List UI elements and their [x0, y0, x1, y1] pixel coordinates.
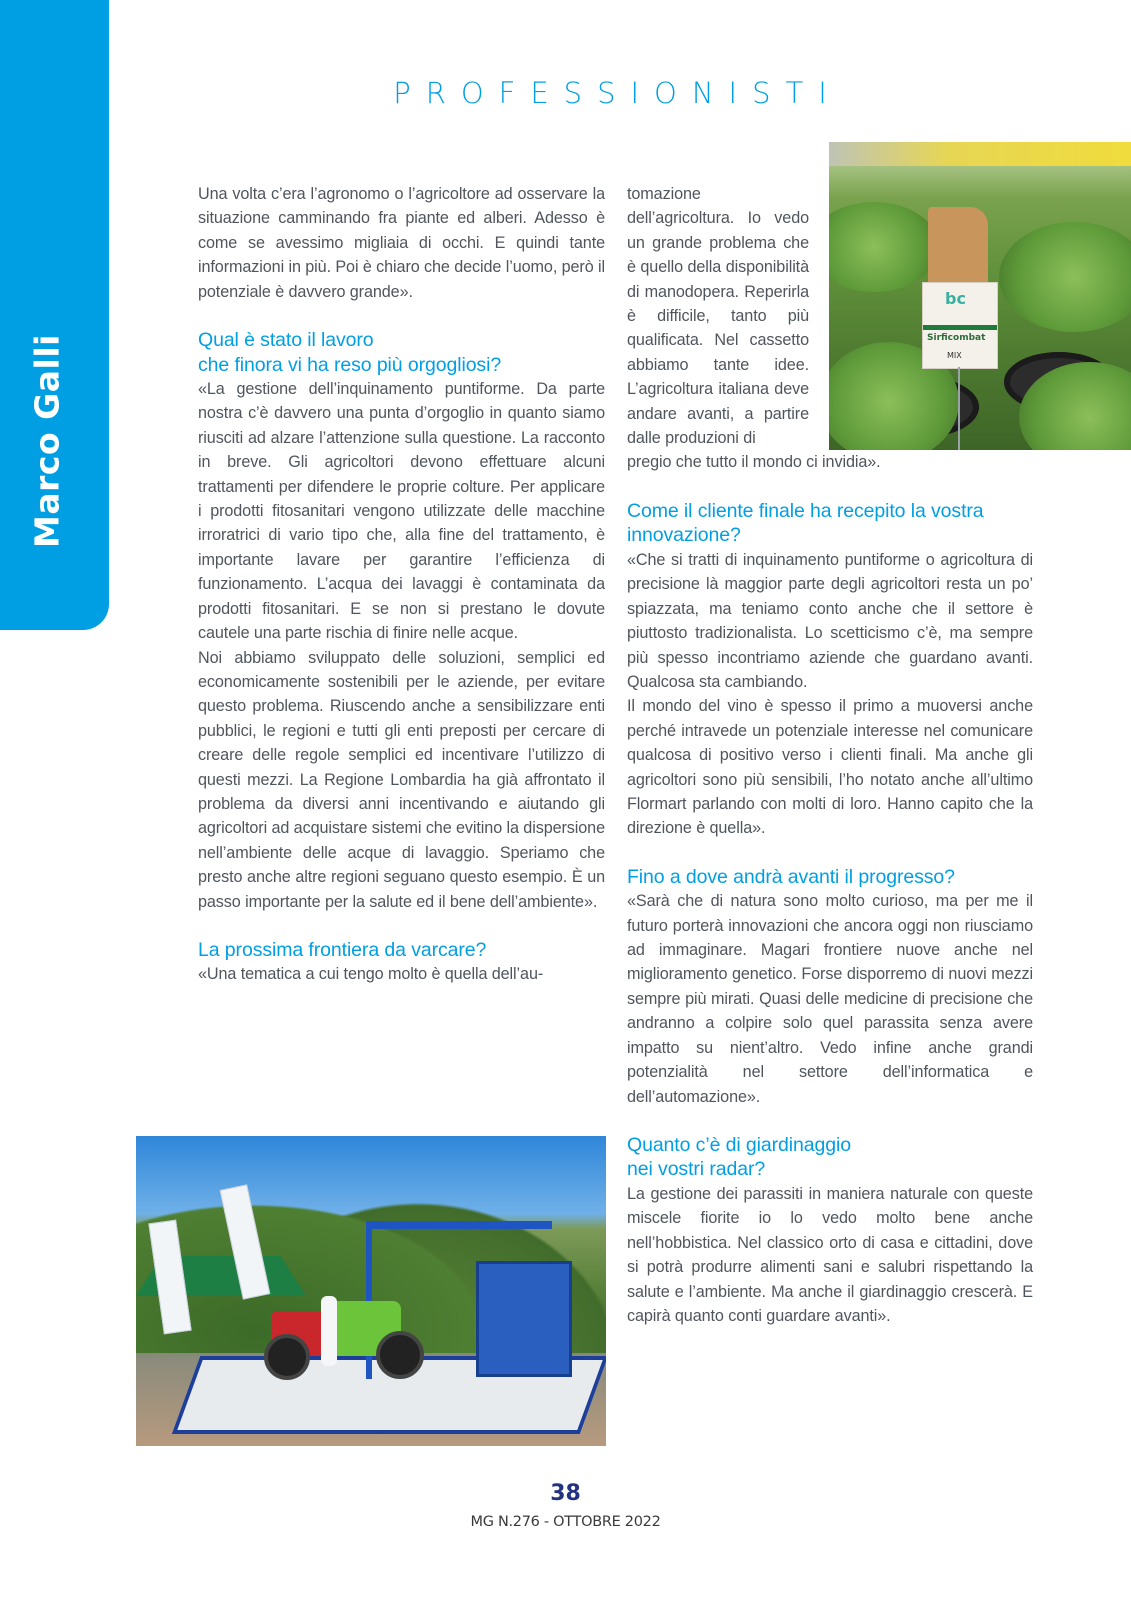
trap-green-band [923, 325, 997, 330]
left-column [198, 182, 605, 987]
page-number: 38 [550, 1481, 581, 1506]
photo-plants-with-insect-trap [829, 142, 1131, 450]
trap-mix-label: MIX [947, 351, 962, 360]
question-1-line-1: Qual è stato il lavoro [198, 329, 374, 352]
question-heading-1 [198, 328, 605, 377]
tractor-wheel [264, 1334, 310, 1380]
answer-2-continued: tomazione dell’agricoltura. Io vedo un grande problema che è quello della disponibilità di manodopera. Reperirla è difficile, tanto più qualificata. Nel cassetto abbiamo tante idee. L’agricoltura italiana deve andare avanti, a partire dalle produzioni di [627, 185, 809, 448]
answer-5: La gestione dei parassiti in maniera naturale con queste miscele fiorite io lo vedo molto bene anche nell’hobbistica. Nel classico orto di casa e cittadini, dove si potrà produrre alimenti sani e salubri rispettando la salute e l’ambiente. Ma anche il giardinaggio crescerà. E capirà quanto conti guardare avanti». [627, 1184, 1033, 1325]
photo-sprayer-washing-station [136, 1136, 606, 1446]
plant-foliage [829, 202, 939, 292]
interviewee-name: Marco Galli [27, 334, 67, 548]
insect-trap-box [922, 282, 998, 369]
answer-3-paragraph-1: «Che si tratti di inquinamento puntiforme o agricoltura di precisione là maggior parte degli agricoltori resta un po’ spiazzata, ma teniamo conto anche che il settore è piuttosto tradizionalista. Lo scetticismo c’è, ma sempre più spesso incontriamo aziende che guardano avanti. Qualcosa sta cambiando. [627, 550, 1033, 691]
question-heading-3: Come il cliente finale ha recepito la vostra innovazione? [627, 499, 984, 547]
question-1-line-2: che finora vi ha reso più orgogliosi? [198, 353, 502, 376]
question-5-line-2: nei vostri radar? [627, 1158, 766, 1181]
washing-station-cabinet [476, 1261, 572, 1377]
right-narrow-column [627, 182, 809, 450]
question-heading-4: Fino a dove andrà avanti il progresso? [627, 865, 955, 888]
plant-foliage [999, 222, 1131, 332]
intro-paragraph: Una volta c’era l’agronomo o l’agricoltore ad osservare la situazione camminando fra piante ed alberi. Adesso è come se avessimo migliaia di occhi. E quindi tante informazioni in più. Poi è chiaro che decide l’uomo, però il potenziale è davvero grande». [198, 185, 606, 301]
question-5-line-1: Quanto c’è di giardinaggio [627, 1133, 851, 1156]
answer-1-paragraph-2: Noi abbiamo sviluppato delle soluzioni, semplici ed economicamente sostenibili per le aziende, per evitare questo problema. Riuscendo anche a sensibilizzare enti pubblici, le regioni e tutti gli enti preposti per cercare di creare delle regole semplici ed incentivare l’utilizzo di questi mezzi. La Regione Lombardia ha già affrontato il problema da diversi anni incentivando e aiutando gli agricoltori ad acquistare sistemi che evitino la dispersione nell’ambiente delle acque di lavaggio. Speriamo che presto anche altre regioni seguano questo esempio. È un passo importante per la salute ed il bene dell’ambiente». [198, 648, 605, 911]
answer-2-end: pregio che tutto il mondo ci invidia». [627, 453, 881, 472]
section-title: PROFESSIONISTI [393, 76, 842, 110]
trap-brand-logo: bc [945, 289, 966, 308]
answer-2-start: «Una tematica a cui tengo molto è quella dell’au- [198, 965, 544, 984]
trap-hanger-card [928, 207, 988, 292]
sprayer-fan [376, 1331, 424, 1379]
operator-in-protective-suit [321, 1296, 337, 1366]
greenhouse-roof [829, 142, 1131, 166]
question-heading-2: La prossima frontiera da varcare? [198, 938, 487, 961]
answer-3-paragraph-2: Il mondo del vino è spesso il primo a muoversi anche perché intravede un potenziale interesse nel comunicare qualcosa di positivo verso i clienti finali. Ma anche gli agricoltori sono più sensibili, l’ho notato anche all’ultimo Flormart parlando con molti di loro. Hanno capito che la direzione è quella». [627, 697, 1033, 838]
trap-stake [958, 367, 960, 450]
trap-product-label: Sirficombat [927, 333, 986, 343]
issue-info: MG N.276 - OTTOBRE 2022 [470, 1514, 661, 1530]
answer-4: «Sarà che di natura sono molto curioso, ma per me il futuro porterà innovazioni che ancora oggi non riusciamo ad immaginare. Magari frontiere nuove anche nel miglioramento genetico. Forse disporremo di nuovi mezzi sempre più mirati. Quasi delle medicine di precisione che andranno a colpire solo quel parassita senza avere impatto su nient’altro. Vedo infine anche grandi potenzialità nel settore dell’informatica e dell’automazione». [627, 892, 1033, 1106]
answer-1-paragraph-1: «La gestione dell’inquinamento puntiforme. Da parte nostra c’è davvero una punta d’orgoglio in quanto siamo riusciti ad alzare l’attenzione sulla questione. La racconto in breve. Gli agricoltori devono effettuare alcuni trattamenti per difendere le proprie colture. Per applicare i prodotti fitosanitari vengono utilizzate delle macchine irroratrici di vario tipo che, alla fine del trattamento, è importante lavare per garantire l’efficienza di funzionamento. L’acqua dei lavaggi è contaminata da prodotti fitosanitari. E se non si prestano le dovute cautele una parte rischia di finire nelle acque. [198, 380, 605, 643]
interviewee-name-vertical [27, 334, 67, 548]
question-heading-5 [627, 1133, 1033, 1182]
